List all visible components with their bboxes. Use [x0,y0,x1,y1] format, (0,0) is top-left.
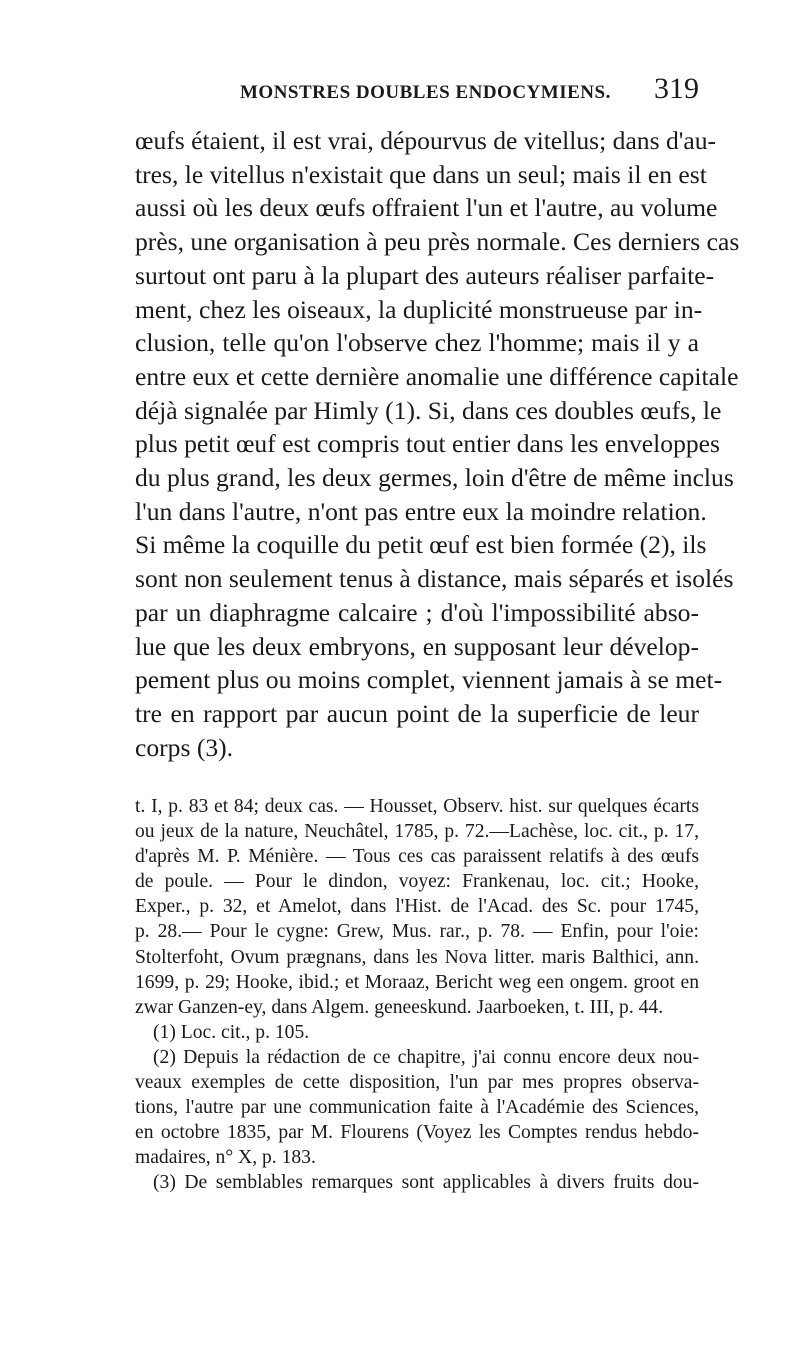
page-number: 319 [654,72,699,105]
body-line: clusion, telle qu'on l'observe chez l'homme; mais il y a [135,328,699,358]
footnotes [135,794,699,1196]
footnote-line: veaux exemples de cette disposition, l'un par mes propres observa- [135,1072,699,1094]
body-line: pement plus ou moins complet, viennent jamais à se met- [135,665,723,695]
body-line: surtout ont paru à la plupart des auteurs réaliser parfaite- [135,260,715,290]
footnote-line: tions, l'autre par une communication faite à l'Académie des Sciences, [135,1097,699,1119]
footnote-line: madaires, n° X, p. 183. [135,1147,316,1169]
body-line: tres, le vitellus n'existait que dans un seul; mais il en est [135,159,707,189]
body-line: plus petit œuf est compris tout entier dans les enveloppes [135,429,720,459]
footnote-line: p. 28.— Pour le cygne: Grew, Mus. rar., p. 78. — Enfin, pour l'oie: [135,921,699,943]
body-line: Si même la coquille du petit œuf est bien formée (2), ils [135,530,707,560]
body-line: du plus grand, les deux germes, loin d'être de même inclus [135,463,734,493]
footnote-line: t. I, p. 83 et 84; deux cas. — Housset, Observ. hist. sur quelques écarts [135,796,699,817]
body-line: corps (3). [135,732,234,762]
main-paragraph [135,124,740,764]
running-title: MONSTRES DOUBLES ENDOCYMIENS. [240,82,611,103]
body-line: tre en rapport par aucun point de la superficie de leur [135,698,699,728]
footnote-1: (1) Loc. cit., p. 105. [153,1021,310,1043]
body-line: déjà signalée par Himly (1). Si, dans ces doubles œufs, le [135,395,722,425]
running-head [0,72,801,112]
footnote-line: zwar Ganzen-ey, dans Algem. geneeskund. Jaarboeken, t. III, p. 44. [135,996,664,1018]
body-line: l'un dans l'autre, n'ont pas entre eux la moindre relation. [135,496,707,526]
body-line: sont non seulement tenus à distance, mais séparés et isolés [135,564,734,594]
body-line: aussi où les deux œufs offraient l'un et l'autre, au volume [135,193,718,223]
footnote-line: ou jeux de la nature, Neuchâtel, 1785, p. 72.—Lachèse, loc. cit., p. 17, [135,821,699,843]
footnote-line: Stolterfoht, Ovum prægnans, dans les Nova litter. maris Balthici, ann. [135,946,699,968]
footnote-3: (3) De semblables remarques sont applicables à divers fruits dou- [153,1172,699,1194]
body-line: par un diaphragme calcaire ; d'où l'impossibilité abso- [135,597,699,627]
body-line: entre eux et cette dernière anomalie une différence capitale [135,361,739,391]
body-line: près, une organisation à peu près normale. Ces derniers cas [135,227,740,257]
footnote-line: Exper., p. 32, et Amelot, dans l'Hist. de l'Acad. des Sc. pour 1745, [135,896,699,918]
footnote-line: de poule. — Pour le dindon, voyez: Frankenau, loc. cit.; Hooke, [135,871,699,893]
body-line: œufs étaient, il est vrai, dépourvus de vitellus; dans d'au- [135,126,717,155]
footnote-line: d'après M. P. Ménière. — Tous ces cas paraissent relatifs à des œufs [135,846,699,868]
body-line: ment, chez les oiseaux, la duplicité monstrueuse par in- [135,294,703,324]
footnote-line: 1699, p. 29; Hooke, ibid.; et Moraaz, Bericht weg een ongem. groot en [135,971,699,993]
body-line: lue que les deux embryons, en supposant leur dévelop- [135,631,699,661]
footnote-line: en octobre 1835, par M. Flourens (Voyez les Comptes rendus hebdo- [135,1122,699,1144]
footnote-2: (2) Depuis la rédaction de ce chapitre, j'ai connu encore deux nou- [153,1046,699,1068]
